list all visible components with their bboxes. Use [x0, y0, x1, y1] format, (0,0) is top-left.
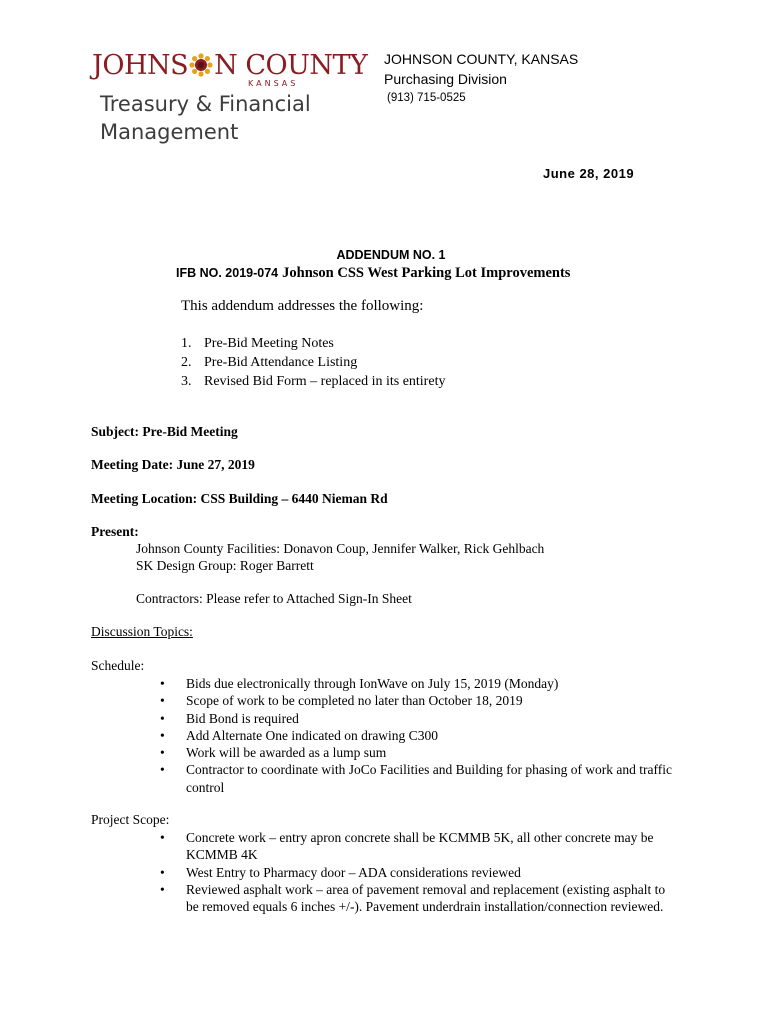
logo-dept-line1: Treasury & Financial [100, 92, 311, 116]
addendum-title: ADDENDUM NO. 1 [336, 248, 446, 262]
list-item: 3. Revised Bid Form – replaced in its entirety [181, 374, 446, 389]
ifb-heading [176, 264, 570, 282]
bullet-icon: • [160, 745, 165, 761]
document-date: June 28, 2019 [543, 166, 635, 181]
list-item: 1. Pre-Bid Meeting Notes [181, 336, 334, 351]
bullet-icon: • [160, 881, 165, 897]
bullet-icon: • [160, 727, 165, 743]
addendum-items [181, 334, 445, 391]
present-line-facilities: Johnson County Facilities: Donavon Coup, Jennifer Walker, Rick Gehlbach [136, 541, 545, 556]
list-item: • Contractor to coordinate with JoCo Facilities and Building for phasing of work and traffic control [160, 762, 673, 795]
meeting-subject: Subject: Pre-Bid Meeting [91, 424, 238, 439]
meeting-location: Meeting Location: CSS Building – 6440 Nieman Rd [91, 491, 388, 506]
list-item: 2. Pre-Bid Attendance Listing [181, 355, 358, 370]
header-division: Purchasing Division [384, 71, 507, 87]
logo-wordmark: JOHNS N COUNTY [92, 50, 368, 81]
bullet-icon: • [160, 830, 165, 845]
bullet-icon: • [160, 762, 165, 778]
list-item: • Bid Bond is required [160, 710, 299, 726]
contractors-note: Contractors: Please refer to Attached Sign-In Sheet [136, 591, 412, 606]
list-item: • Scope of work to be completed no later than October 18, 2019 [160, 693, 523, 709]
scope-list [158, 829, 678, 915]
sunflower-icon [189, 53, 213, 77]
schedule-label: Schedule: [91, 658, 145, 673]
list-item: • Bids due electronically through IonWave on July 15, 2019 (Monday) [160, 676, 559, 691]
ifb-title: Johnson CSS West Parking Lot Improvements [282, 265, 571, 281]
schedule-list [158, 675, 678, 796]
list-item: • Work will be awarded as a lump sum [160, 745, 387, 761]
meeting-date: Meeting Date: June 27, 2019 [91, 457, 255, 472]
bullet-icon: • [160, 676, 165, 691]
list-item: • Concrete work – entry apron concrete shall be KCMMB 5K, all other concrete may be KCMMB 4K [160, 830, 654, 863]
header-phone: (913) 715-0525 [387, 92, 466, 104]
bullet-icon: • [160, 864, 165, 880]
list-item: • Add Alternate One indicated on drawing C300 [160, 727, 438, 743]
present-line-design: SK Design Group: Roger Barrett [136, 558, 314, 573]
present-label: Present: [91, 524, 139, 539]
addendum-intro: This addendum addresses the following: [181, 298, 424, 314]
bullet-icon: • [160, 693, 165, 709]
header-org: JOHNSON COUNTY, KANSAS [384, 51, 579, 67]
ifb-number: IFB NO. 2019-074 [176, 266, 279, 280]
list-item: • Reviewed asphalt work – area of pavement removal and replacement (existing asphalt to be removed equals 6 inches +/-). Pavement underdrain installation/connection reviewed. [160, 881, 666, 915]
discussion-heading: Discussion Topics: [91, 624, 193, 639]
scope-label: Project Scope: [91, 812, 170, 827]
list-item: • West Entry to Pharmacy door – ADA considerations reviewed [160, 864, 521, 880]
johnson-county-logo [92, 44, 368, 148]
logo-dept-line2: Management [100, 120, 239, 144]
logo-state: KANSAS [248, 79, 299, 88]
bullet-icon: • [160, 710, 165, 726]
